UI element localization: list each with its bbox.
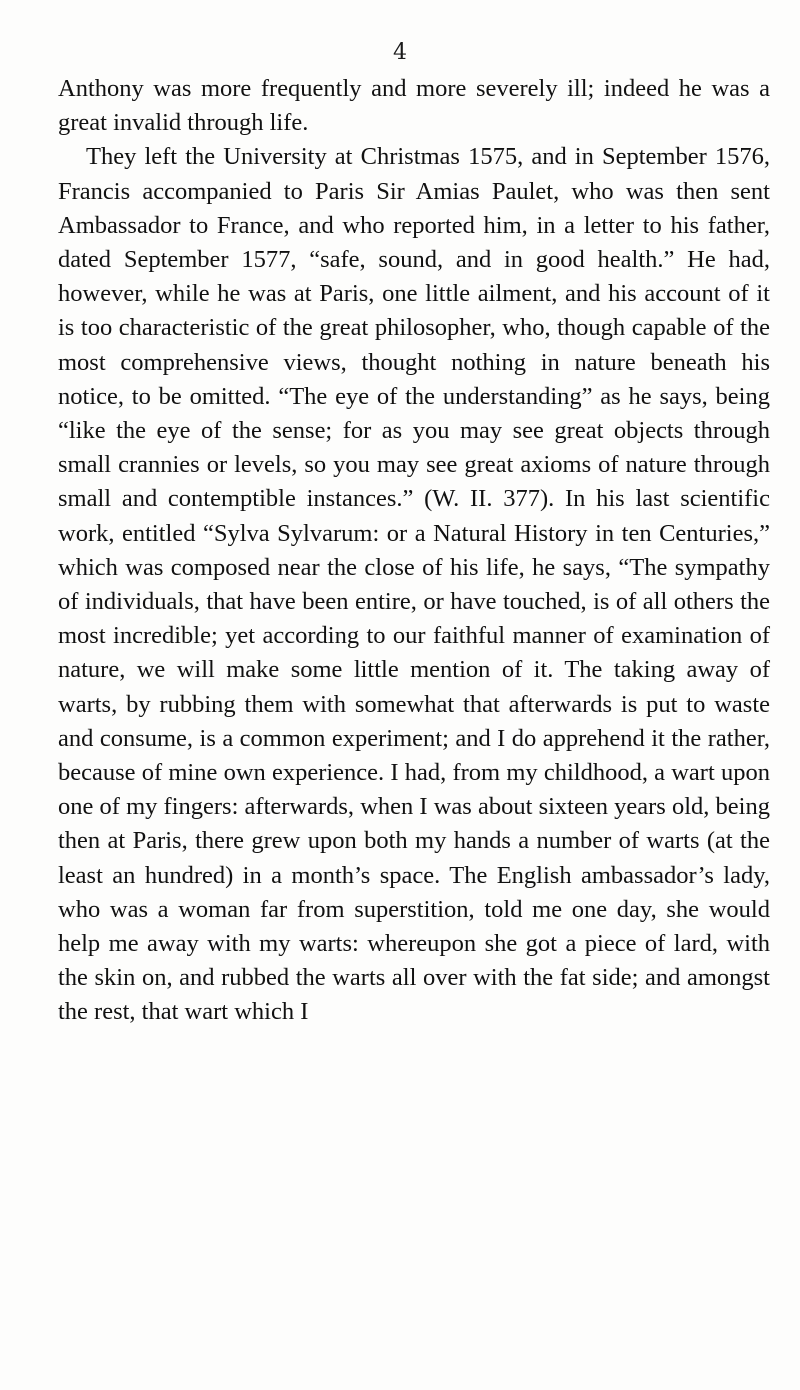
paragraph: They left the University at Christmas 1575, and in September 1576, Francis accompanied to Paris Sir Amias Paulet, who was then sent Ambassador to France, and who reported him, in a letter to his father, dated September 1577, “safe, sound, and in good health.” He had, however, while he was at Paris, one little ailment, and his account of it is too characteristic of the great philosopher, who, though capable of the most comprehensive views, thought nothing in nature beneath his notice, to be omitted. “The eye of the understanding” as he says, being “like the eye of the sense; for as you may see great objects through small crannies or levels, so you may see great axioms of nature through small and contemptible instances.” (W. II. 377). In his last scientific work, entitled “Sylva Sylvarum: or a Natural History in ten Centuries,” which was composed near the close of his life, he says, “The sympathy of individuals, that have been entire, or have touched, is of all others the most incredible; yet according to our faithful manner of examination of nature, we will make some little mention of it. The taking away of warts, by rubbing them with somewhat that afterwards is put to waste and consume, is a common experiment; and I do apprehend it the rather, because of mine own experience. I had, from my childhood, a wart upon one of my fingers: afterwards, when I was about sixteen years old, being then at Paris, there grew upon both my hands a number of warts (at the least an hundred) in a month’s space. The English ambassador’s lady, who was a woman far from superstition, told me one day, she would help me away with my warts: whereupon she got a piece of lard, with the skin on, and rubbed the warts all over with the fat side; and amongst the rest, that wart which I <box>58 143 770 1026</box>
body-text <box>58 72 770 1030</box>
paragraph: Anthony was more frequently and more severely ill; indeed he was a great invalid through life. <box>58 75 770 137</box>
page-number: 4 <box>393 40 407 65</box>
